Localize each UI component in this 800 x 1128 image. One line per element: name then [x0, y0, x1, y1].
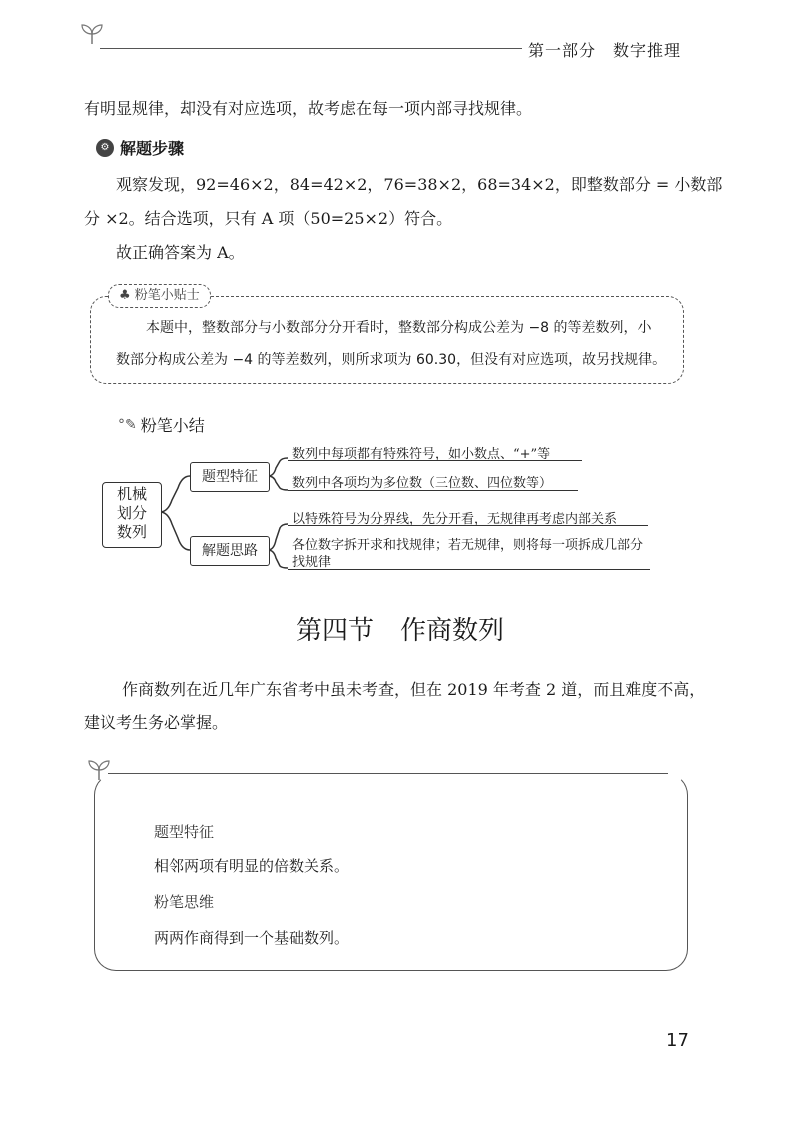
section-title: 第四节 作商数列	[295, 616, 504, 646]
section-intro-line-1: 作商数列在近几年广东省考中虽未考查，但在 2019 年考查 2 道，而且难度不高，	[122, 680, 706, 699]
branch1-underline-1	[288, 460, 582, 461]
page-number: 17	[666, 1030, 689, 1051]
tip-line-1: 本题中，整数部分与小数部分分开看时，整数部分构成公差为 −8 的等差数列，小	[146, 320, 652, 336]
card-label-thinking: 粉笔思维	[154, 893, 215, 911]
intro-line: 有明显规律，却没有对应选项，故考虑在每一项内部寻找规律。	[84, 99, 533, 118]
steps-line-1: 观察发现，92=46×2，84=42×2，76=38×2，68=34×2，即整数部分 = 小数部	[116, 175, 723, 194]
branch2-item-2: 各位数字拆开求和找规律；若无规律，则将每一项拆成几部分	[292, 538, 644, 553]
steps-line-2: 分 ×2。结合选项，只有 A 项（50=25×2）符合。	[84, 209, 453, 228]
branch2-item-3: 找规律	[292, 555, 332, 570]
card-text-thinking: 两两作商得到一个基础数列。	[154, 929, 350, 947]
branch1-item-2: 数列中各项均为多位数（三位数、四位数等）	[292, 476, 553, 491]
header-title: 第一部分 数字推理	[528, 41, 682, 60]
root-line-2: 划分	[116, 504, 147, 522]
mindmap-root	[102, 482, 162, 548]
branch-solution-ideas: 解题思路	[190, 536, 270, 566]
tip-tag-label: 粉笔小贴士	[134, 288, 200, 303]
info-card-top-rule	[108, 773, 668, 774]
branch1-item-1: 数列中每项都有特殊符号，如小数点、“+”等	[292, 447, 551, 462]
leaf-icon: ♣	[119, 288, 131, 303]
branch2-item-1: 以特殊符号为分界线，先分开看，无规律再考虑内部关系	[292, 512, 618, 527]
steps-badge-icon: ⚙	[96, 139, 114, 157]
section-intro-line-2: 建议考生务必掌握。	[84, 713, 229, 732]
card-text-features: 相邻两项有明显的倍数关系。	[154, 857, 350, 875]
branch2-underline-1	[288, 525, 648, 526]
tip-line-2: 数部分构成公差为 −4 的等差数列，则所求项为 60.30，但没有对应选项，故另找规律。	[116, 352, 667, 368]
branch2-underline-2	[288, 569, 650, 570]
answer-line: 故正确答案为 A。	[116, 243, 245, 262]
root-line-1: 机械	[116, 485, 147, 503]
root-line-3: 数列	[116, 523, 147, 541]
summary-heading-label: 粉笔小结	[140, 416, 205, 435]
branch-type-features: 题型特征	[190, 462, 270, 492]
branch1-underline-2	[288, 490, 578, 491]
card-label-features: 题型特征	[154, 823, 215, 841]
steps-heading-label: 解题步骤	[120, 139, 185, 158]
pencil-icon: °✎	[118, 416, 137, 433]
